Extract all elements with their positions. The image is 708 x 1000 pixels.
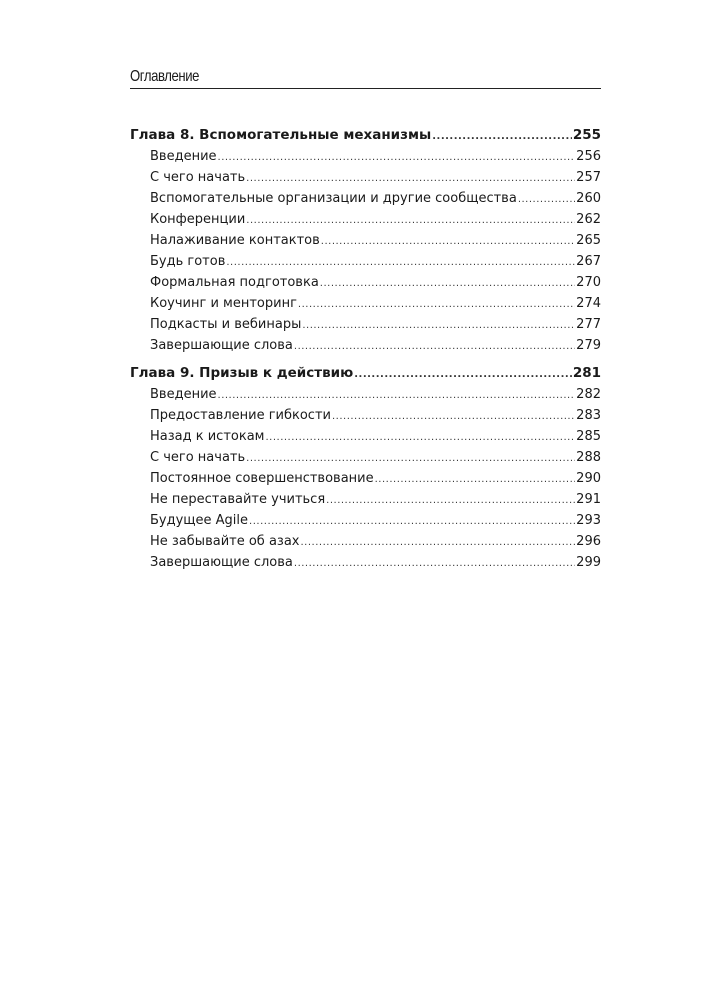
dot-leader <box>249 511 575 532</box>
section-page-number: 279 <box>576 338 601 353</box>
chapter-page-number: 281 <box>572 365 601 381</box>
toc-chapter-row[interactable] <box>130 125 601 146</box>
section-title: Предоставление гибкости <box>150 408 331 423</box>
dot-leader <box>246 448 575 469</box>
section-page-number: 293 <box>576 513 601 528</box>
toc-section-row[interactable] <box>130 510 601 531</box>
toc-section-row[interactable] <box>130 230 601 251</box>
dot-leader <box>326 490 575 511</box>
section-title: Завершающие слова <box>150 338 293 353</box>
section-page-number: 296 <box>576 534 601 549</box>
section-page-number: 288 <box>576 450 601 465</box>
dot-leader <box>432 126 572 147</box>
toc-section-row[interactable] <box>130 552 601 573</box>
section-page-number: 267 <box>576 254 601 269</box>
section-title: Будущее Agile <box>150 513 249 528</box>
section-page-number: 299 <box>576 555 601 570</box>
section-title: Формальная подготовка <box>150 275 319 290</box>
dot-leader <box>332 406 575 427</box>
section-page-number: 290 <box>576 471 601 486</box>
chapter-9 <box>130 363 601 573</box>
section-title: Назад к истокам <box>150 429 265 444</box>
section-page-number: 285 <box>576 429 601 444</box>
section-title: С чего начать <box>150 170 246 185</box>
dot-leader <box>294 553 575 574</box>
toc-section-row[interactable] <box>130 167 601 188</box>
dot-leader <box>246 168 575 189</box>
section-title: Не переставайте учиться <box>150 492 326 507</box>
dot-leader <box>518 189 575 210</box>
dot-leader <box>294 336 575 357</box>
section-title: Будь готов <box>150 254 226 269</box>
toc-section-row[interactable] <box>130 426 601 447</box>
table-of-contents <box>130 125 601 580</box>
section-title: Конференции <box>150 212 246 227</box>
toc-section-row[interactable] <box>130 293 601 314</box>
section-page-number: 262 <box>576 212 601 227</box>
toc-section-row[interactable] <box>130 335 601 356</box>
section-page-number: 270 <box>576 275 601 290</box>
section-title: Постоянное совершенствование <box>150 471 374 486</box>
section-title: Подкасты и вебинары <box>150 317 302 332</box>
dot-leader <box>301 532 576 553</box>
toc-section-row[interactable] <box>130 188 601 209</box>
dot-leader <box>218 147 576 168</box>
dot-leader <box>320 273 575 294</box>
section-page-number: 265 <box>576 233 601 248</box>
section-page-number: 260 <box>576 191 601 206</box>
chapter-title: Глава 9. Призыв к действию <box>130 365 354 381</box>
toc-section-row[interactable] <box>130 314 601 335</box>
toc-section-row[interactable] <box>130 146 601 167</box>
toc-section-row[interactable] <box>130 272 601 293</box>
section-title: Введение <box>150 387 217 402</box>
toc-section-row[interactable] <box>130 489 601 510</box>
toc-section-row[interactable] <box>130 468 601 489</box>
section-title: С чего начать <box>150 450 246 465</box>
toc-chapter-row[interactable] <box>130 363 601 384</box>
chapter-page-number: 255 <box>572 127 601 143</box>
section-title: Налаживание контактов <box>150 233 320 248</box>
section-page-number: 257 <box>576 170 601 185</box>
page-header-title: Оглавление <box>130 68 200 85</box>
dot-leader <box>302 315 575 336</box>
dot-leader <box>246 210 575 231</box>
section-page-number: 291 <box>576 492 601 507</box>
dot-leader <box>354 364 572 385</box>
dot-leader <box>265 427 575 448</box>
dot-leader <box>375 469 576 490</box>
section-page-number: 277 <box>576 317 601 332</box>
toc-section-row[interactable] <box>130 251 601 272</box>
section-page-number: 282 <box>576 387 601 402</box>
page-header <box>130 66 601 89</box>
dot-leader <box>321 231 575 252</box>
chapter-8 <box>130 125 601 356</box>
dot-leader <box>218 385 576 406</box>
toc-section-row[interactable] <box>130 384 601 405</box>
section-title: Введение <box>150 149 217 164</box>
section-title: Не забывайте об азах <box>150 534 300 549</box>
dot-leader <box>226 252 575 273</box>
toc-section-row[interactable] <box>130 531 601 552</box>
dot-leader <box>298 294 575 315</box>
section-title: Вспомогательные организации и другие сообщества <box>150 191 517 206</box>
section-title: Коучинг и менторинг <box>150 296 297 311</box>
section-page-number: 256 <box>576 149 601 164</box>
toc-section-row[interactable] <box>130 405 601 426</box>
toc-section-row[interactable] <box>130 447 601 468</box>
section-page-number: 274 <box>576 296 601 311</box>
section-title: Завершающие слова <box>150 555 293 570</box>
toc-section-row[interactable] <box>130 209 601 230</box>
chapter-title: Глава 8. Вспомогательные механизмы <box>130 127 432 143</box>
section-page-number: 283 <box>576 408 601 423</box>
